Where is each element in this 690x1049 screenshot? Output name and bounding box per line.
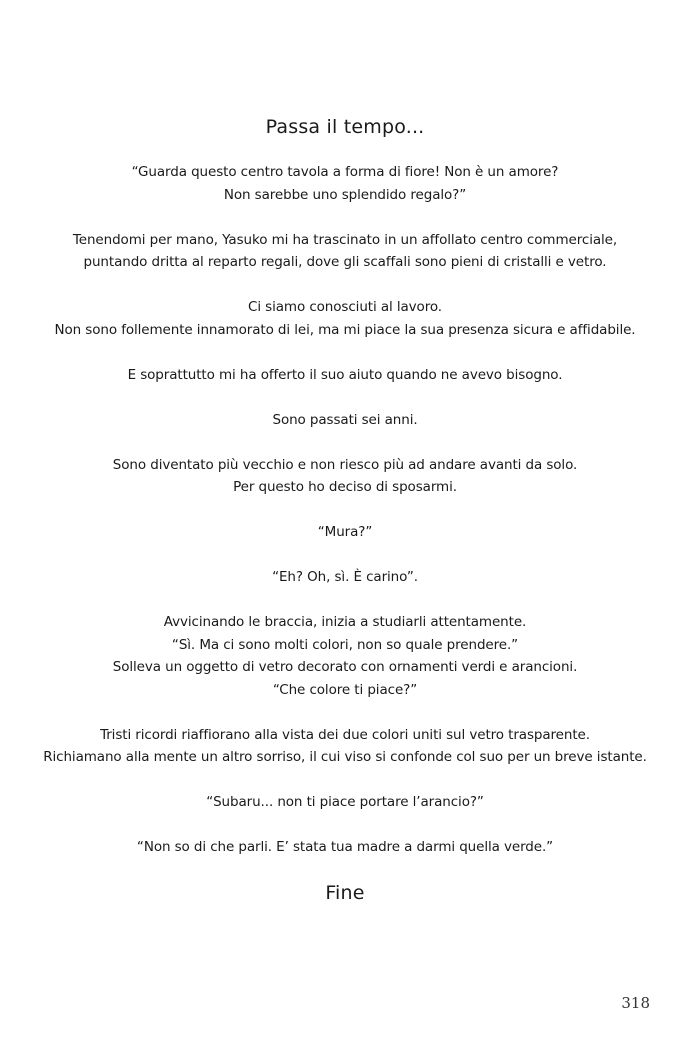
text-line: Solleva un oggetto di vetro decorato con ornamenti verdi e arancioni. xyxy=(112,659,578,675)
text-line: “Eh? Oh, sì. È carino”. xyxy=(272,569,418,585)
paragraph xyxy=(20,229,670,274)
text-line: E soprattutto mi ha offerto il suo aiuto quando ne avevo bisogno. xyxy=(127,366,563,383)
text-line: Non sono follemente innamorato di lei, ma mi piace la sua presenza sicura e affidabile. xyxy=(54,321,636,338)
text-line: “Guarda questo centro tavola a forma di fiore! Non è un amore? xyxy=(131,164,559,180)
paragraph xyxy=(20,161,670,206)
paragraph xyxy=(20,566,670,589)
text-line: “Sì. Ma ci sono molti colori, non so quale prendere.” xyxy=(171,636,519,653)
paragraph xyxy=(20,724,670,769)
paragraph xyxy=(20,521,670,544)
paragraph xyxy=(20,611,670,701)
ending-word: Fine xyxy=(325,882,365,904)
text-line: puntando dritta al reparto regali, dove gli scaffali sono pieni di cristalli e vetro. xyxy=(83,254,607,270)
paragraph xyxy=(20,296,670,341)
text-line: Ci siamo conosciuti al lavoro. xyxy=(248,299,442,315)
text-line: “Non so di che parli. E’ stata tua madre a darmi quella verde.” xyxy=(136,839,554,855)
text-line: Tristi ricordi riaffiorano alla vista dei due colori uniti sul vetro trasparente. xyxy=(100,726,590,743)
text-line: Avvicinando le braccia, inizia a studiarli attentamente. xyxy=(163,614,527,630)
paragraph xyxy=(20,409,670,432)
page-number: 318 xyxy=(621,994,650,1012)
text-line: Richiamano alla mente un altro sorriso, il cui viso si confonde col suo per un breve istante. xyxy=(43,749,647,765)
paragraph xyxy=(20,791,670,814)
story-text xyxy=(20,161,670,881)
text-line: Per questo ho deciso di sposarmi. xyxy=(233,479,457,495)
paragraph xyxy=(20,364,670,387)
text-line: “Mura?” xyxy=(317,524,373,540)
text-line: Tenendomi per mano, Yasuko mi ha trascinato in un affollato centro commerciale, xyxy=(72,231,618,248)
text-line: Sono diventato più vecchio e non riesco più ad andare avanti da solo. xyxy=(112,456,578,473)
chapter-title: Passa il tempo... xyxy=(265,116,425,138)
text-line: “Che colore ti piace?” xyxy=(272,681,418,698)
text-line: Non sarebbe uno splendido regalo?” xyxy=(223,186,467,203)
paragraph xyxy=(20,454,670,499)
paragraph xyxy=(20,836,670,859)
text-line: “Subaru... non ti piace portare l’arancio?” xyxy=(206,794,484,810)
text-line: Sono passati sei anni. xyxy=(272,411,418,428)
